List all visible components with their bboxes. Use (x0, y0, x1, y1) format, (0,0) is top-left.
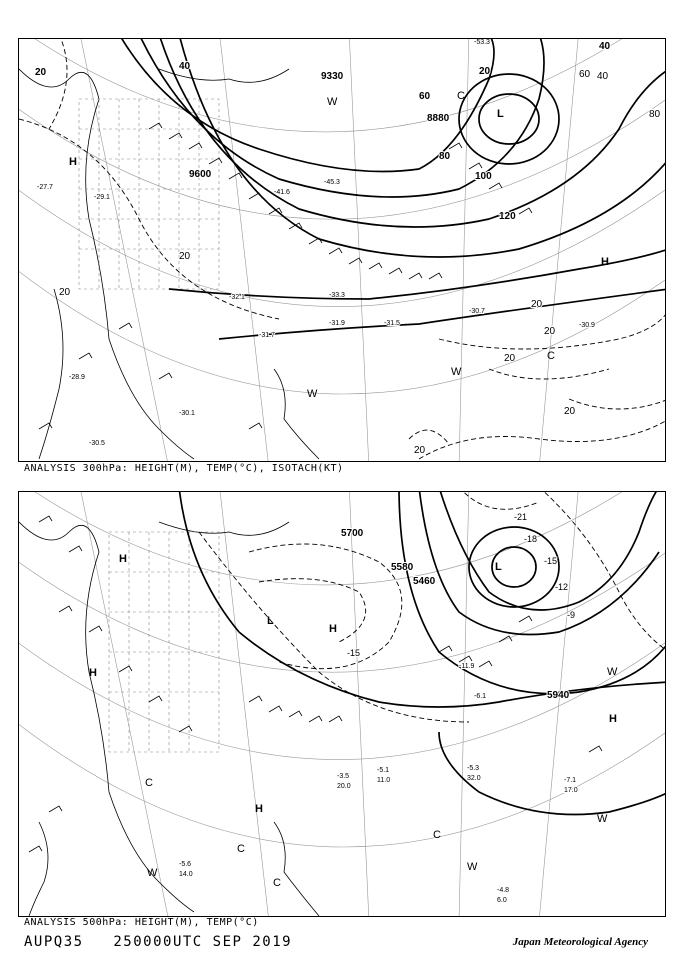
temperature-label: -5.6 (179, 861, 192, 868)
pressure-symbol-cold: C (457, 90, 465, 102)
temperature-label: -5.3 (467, 765, 480, 772)
graticule (19, 492, 665, 916)
pressure-symbol-low: L (497, 108, 504, 120)
height-contour-label: 8880 (427, 113, 450, 124)
pressure-symbol-high: H (89, 667, 97, 679)
pressure-symbol-cold: C (273, 877, 281, 889)
temperature-labels (37, 39, 595, 447)
temperature-label: -11.9 (459, 663, 475, 670)
pressure-symbol-high: H (609, 713, 617, 725)
dashed-grid-box (109, 532, 219, 752)
pressure-symbol-warm: W (607, 666, 618, 678)
isotach-label: 20 (179, 251, 191, 262)
temperature-label: -31.5 (384, 320, 400, 327)
isotach-label: 20 (564, 406, 576, 417)
height-contour-label: 100 (475, 171, 492, 182)
pressure-symbol-low: L (267, 615, 274, 627)
chart-code: AUPQ35 (24, 934, 84, 950)
height-contour-label: 120 (499, 211, 516, 222)
isotach-label: 20 (531, 299, 543, 310)
temperature-label: -53.3 (474, 39, 490, 46)
height-contour-label: 20 (35, 67, 47, 78)
temperature-label: -5.1 (377, 767, 390, 774)
temperature-label: -30.1 (179, 410, 195, 417)
wind-barbs (29, 516, 602, 852)
agency-name: Japan Meteorological Agency (512, 936, 648, 948)
temperature-label: -6.1 (474, 693, 487, 700)
isotach-label: 20 (504, 353, 516, 364)
isotherm-label: -15 (544, 556, 558, 566)
height-contours (179, 492, 665, 815)
wind-barbs (39, 123, 532, 429)
pressure-symbol-low: L (495, 561, 502, 573)
height-contour-label: 5460 (413, 576, 436, 587)
height-contour-label: 60 (419, 91, 431, 102)
temperature-label: -45.3 (324, 179, 340, 186)
temperature-label: -33.3 (329, 292, 345, 299)
temperature-label: 6.0 (497, 897, 507, 904)
pressure-symbol-warm: W (597, 813, 608, 825)
isotach-label: 60 (579, 69, 591, 80)
pressure-symbol-high: H (69, 156, 77, 168)
pressure-symbol-high: H (601, 256, 609, 268)
pressure-symbol-warm: W (451, 366, 462, 378)
height-contour-label: 5580 (391, 562, 414, 573)
isotach-label: 20 (59, 287, 71, 298)
pressure-symbol-warm: W (307, 388, 318, 400)
temperature-label: 14.0 (179, 871, 193, 878)
map-panel-300hpa (18, 38, 666, 462)
valid-time: 250000UTC SEP 2019 (113, 934, 293, 950)
temperature-label: -30.7 (469, 308, 485, 315)
pressure-symbol-warm: W (327, 96, 338, 108)
height-contour-label: 80 (439, 151, 451, 162)
caption-500hpa: ANALYSIS 500hPa: HEIGHT(M), TEMP(°C) (24, 917, 259, 928)
temperature-label: 17.0 (564, 787, 578, 794)
height-contour-label: 5700 (341, 528, 364, 539)
caption-300hpa: ANALYSIS 300hPa: HEIGHT(M), TEMP(°C), ISOTACH(KT) (24, 463, 344, 474)
contour-labels (341, 528, 570, 701)
chart-code-and-time (24, 934, 292, 950)
isotherm-label: -12 (555, 582, 569, 592)
temperature-label: -30.5 (89, 440, 105, 447)
map-panel-500hpa (18, 491, 666, 917)
isotach-label: 80 (649, 109, 661, 120)
isotherm-label: -21 (514, 512, 528, 522)
temperature-label: -30.9 (579, 322, 595, 329)
pressure-symbol-high: H (119, 553, 127, 565)
height-contour-label: 5940 (547, 690, 570, 701)
map-500hpa-drawing (19, 492, 665, 916)
isotherm-label: -15 (347, 648, 361, 658)
temperature-label: -27.7 (37, 184, 53, 191)
isotach-label: 20 (414, 445, 426, 456)
temperature-label: 11.0 (377, 777, 391, 784)
pressure-symbol-cold: C (145, 777, 153, 789)
temperature-label: -3.5 (337, 773, 350, 780)
coastline (19, 69, 319, 459)
height-contour-label: 9600 (189, 169, 212, 180)
pressure-symbol-high: H (329, 623, 337, 635)
temperature-label: -29.1 (94, 194, 110, 201)
height-contour-label: 40 (599, 41, 611, 52)
temperature-label: -32.1 (229, 294, 245, 301)
isotherm-label: -9 (567, 610, 576, 620)
temperature-label: -4.8 (497, 887, 510, 894)
height-contour-label: 40 (179, 61, 191, 72)
pressure-symbol-cold: C (237, 843, 245, 855)
pressure-symbol-cold: C (547, 350, 555, 362)
pressure-symbol-warm: W (467, 861, 478, 873)
temperature-label: 32.0 (467, 775, 481, 782)
temperature-label: -28.9 (69, 374, 85, 381)
temperature-label: -41.6 (274, 189, 290, 196)
pressure-symbol-warm: W (147, 867, 158, 879)
isotherm-label: -18 (524, 534, 538, 544)
temperature-label: -31.7 (259, 332, 275, 339)
isotach-label: 40 (597, 71, 609, 82)
pressure-symbol-high: H (255, 803, 263, 815)
height-contour-label: 9330 (321, 71, 344, 82)
height-contour-label: 20 (479, 66, 491, 77)
temperature-label: -7.1 (564, 777, 577, 784)
temperature-label: 20.0 (337, 783, 351, 790)
pressure-symbol-cold: C (433, 829, 441, 841)
graticule (19, 39, 665, 461)
map-300hpa-drawing (19, 39, 665, 461)
isotach-label: 20 (544, 326, 556, 337)
temperature-label: -31.9 (329, 320, 345, 327)
pressure-symbols (89, 553, 618, 889)
